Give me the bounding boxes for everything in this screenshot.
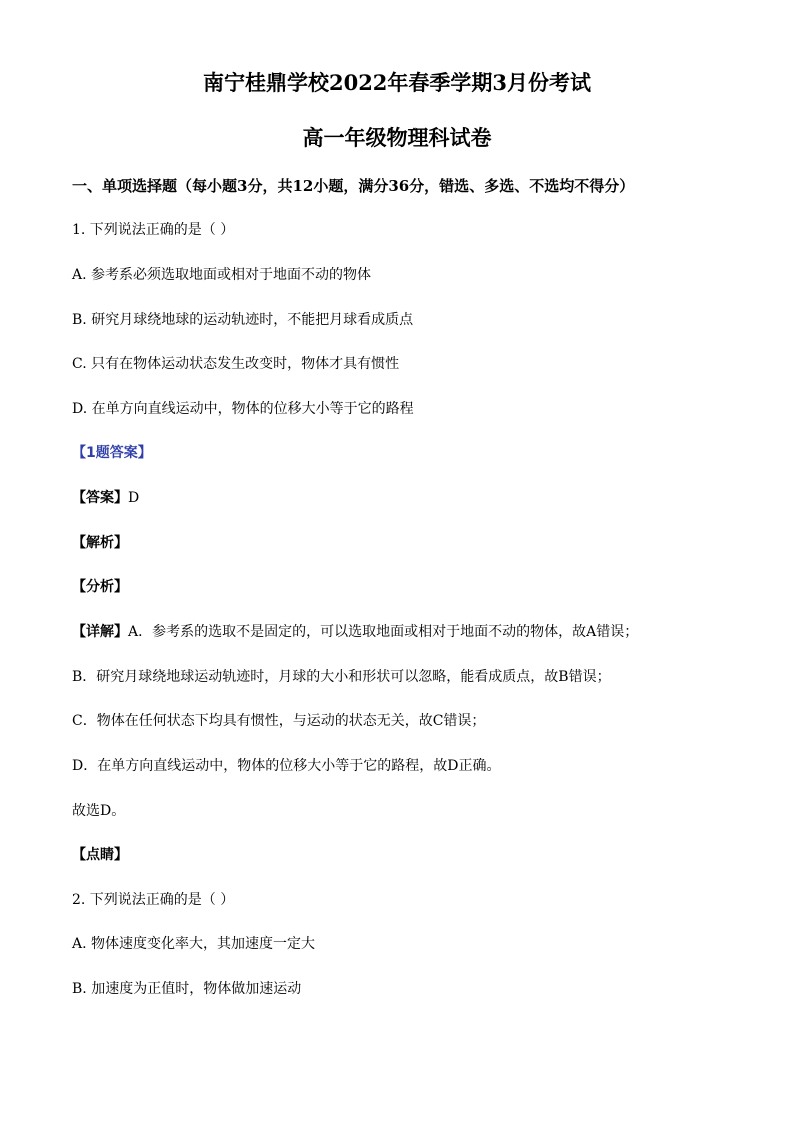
answer-tag: 【1题答案】 bbox=[72, 445, 152, 461]
question-2-option-b: B. 加速度为正值时，物体做加速运动 bbox=[72, 981, 302, 997]
answer-line bbox=[72, 488, 139, 508]
exam-subtitle: 高一年级物理科试卷 bbox=[302, 125, 492, 150]
section-heading: 一、单项选择题（每小题3分，共12小题，满分36分，错选、多选、不选均不得分） bbox=[72, 177, 635, 195]
question-1-option-b: B. 研究月球绕地球的运动轨迹时，不能把月球看成质点 bbox=[72, 312, 414, 328]
analysis-label: 【解析】 bbox=[72, 535, 128, 551]
question-1-option-a: A. 参考系必须选取地面或相对于地面不动的物体 bbox=[72, 267, 372, 283]
conclusion: 故选D。 bbox=[72, 803, 126, 819]
question-2-stem: 2. 下列说法正确的是（ ） bbox=[72, 892, 235, 908]
fenxi-label: 【分析】 bbox=[72, 579, 128, 595]
answer-label: 【答案】 bbox=[72, 490, 128, 506]
detail-label: 【详解】 bbox=[72, 624, 128, 640]
detail-line-d: D．在单方向直线运动中，物体的位移大小等于它的路程，故D正确。 bbox=[72, 758, 501, 774]
detail-line-c: C．物体在任何状态下均具有惯性，与运动的状态无关，故C错误； bbox=[72, 713, 486, 729]
detail-line-b: B．研究月球绕地球运动轨迹时，月球的大小和形状可以忽略，能看成质点，故B错误； bbox=[72, 669, 611, 685]
question-1-option-d: D. 在单方向直线运动中，物体的位移大小等于它的路程 bbox=[72, 401, 414, 417]
question-2-option-a: A. 物体速度变化率大，其加速度一定大 bbox=[72, 936, 316, 952]
detail-line-a bbox=[72, 622, 638, 642]
dianjing-label: 【点睛】 bbox=[72, 847, 128, 863]
question-1-stem: 1. 下列说法正确的是（ ） bbox=[72, 222, 235, 238]
question-1-option-c: C. 只有在物体运动状态发生改变时，物体才具有惯性 bbox=[72, 356, 400, 372]
answer-value: D bbox=[128, 490, 140, 506]
detail-text-a: A．参考系的选取不是固定的，可以选取地面或相对于地面不动的物体，故A错误； bbox=[128, 624, 639, 640]
exam-title: 南宁桂鼎学校2022年春季学期3月份考试 bbox=[202, 70, 592, 95]
